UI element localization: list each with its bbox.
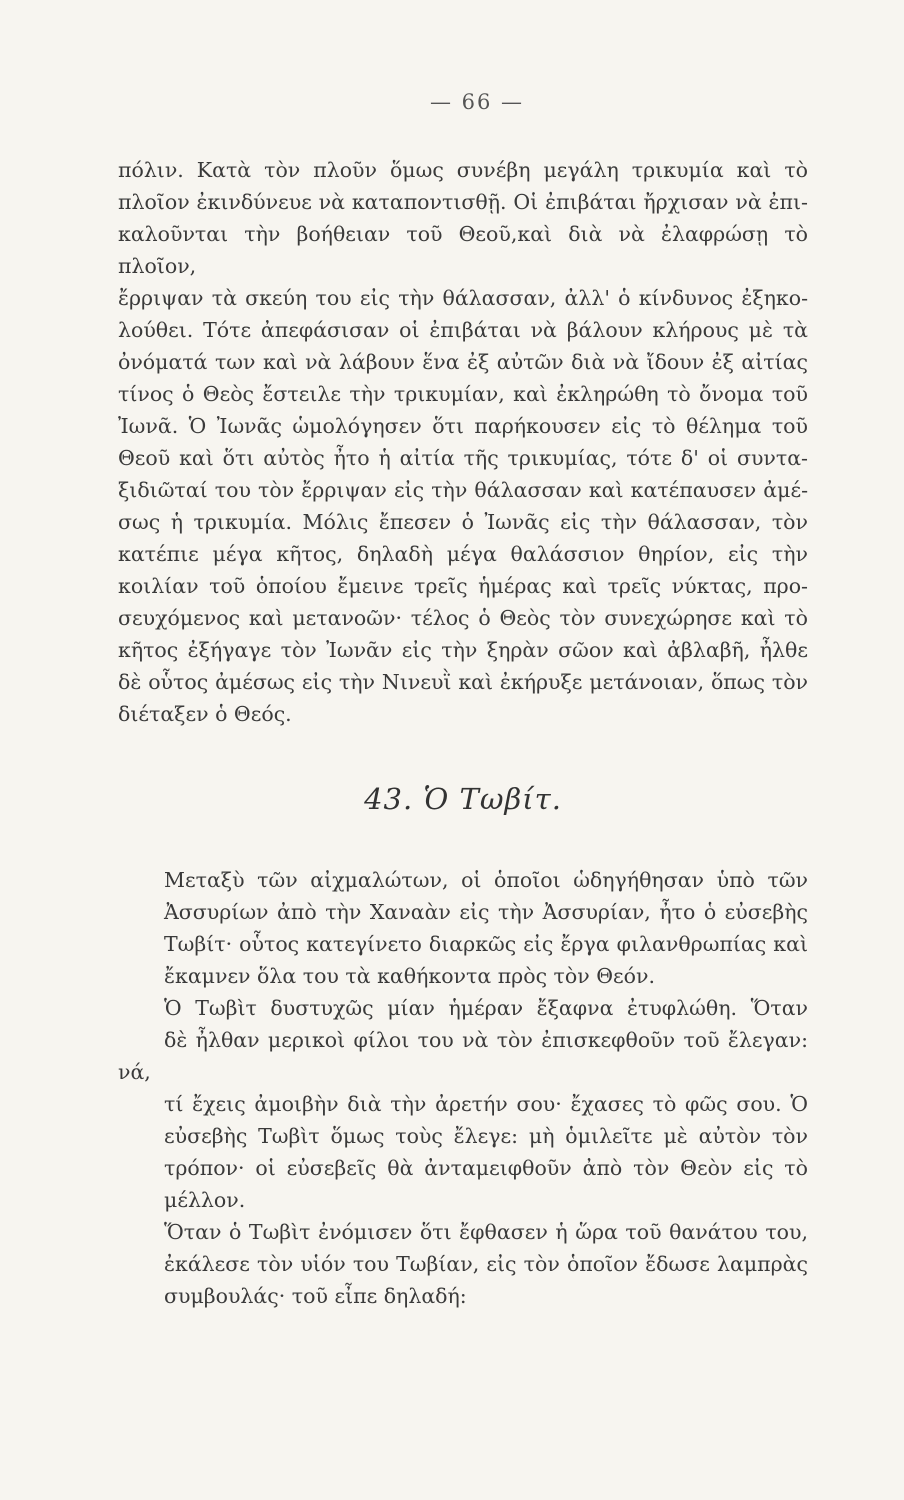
first-block-line: λούθει. Τότε ἀπεφάσισαν οἱ ἐπιβάται νὰ βάλουν κλήρους μὲ τὰ xyxy=(118,318,808,342)
first-block-line: σως ἡ τρικυμία. Μόλις ἔπεσεν ὁ Ἰωνᾶς εἰς τὴν θάλασσαν, τὸν xyxy=(118,510,808,534)
first-block xyxy=(118,154,808,730)
paragraph-1 xyxy=(118,864,808,992)
paragraph-line: Ὁ Τωβὶτ δυστυχῶς μίαν ἡμέραν ἔξαφνα ἐτυφλώθη. Ὅταν xyxy=(164,996,808,1020)
paragraph-line: μέλλον. xyxy=(164,1188,246,1212)
first-block-line: τίνος ὁ Θεὸς ἔστειλε τὴν τρικυμίαν, καὶ ἐκληρώθη τὸ ὄνομα τοῦ xyxy=(118,382,808,406)
first-block-line: κῆτος ἐξήγαγε τὸν Ἰωνᾶν εἰς τὴν ξηρὰν σῶον καὶ ἀβλαβῆ, ἦλθε xyxy=(118,638,808,662)
paragraph-line: Τωβίτ· οὗτος κατεγίνετο διαρκῶς εἰς ἔργα φιλανθρωπίας καὶ xyxy=(164,932,808,956)
first-block-line: Ἰωνᾶ. Ὁ Ἰωνᾶς ὡμολόγησεν ὅτι παρήκουσεν εἰς τὸ θέλημα τοῦ xyxy=(118,414,808,438)
paragraph-line: Ἀσσυρίων ἀπὸ τὴν Χαναὰν εἰς τὴν Ἀσσυρίαν, ἦτο ὁ εὐσεβὴς xyxy=(164,900,808,924)
page-number: — 66 — xyxy=(429,90,525,114)
first-block-line: σευχόμενος καὶ μετανοῶν· τέλος ὁ Θεὸς τὸν συνεχώρησε καὶ τὸ xyxy=(118,606,808,630)
paragraph-line: συμβουλάς· τοῦ εἶπε δηλαδή: xyxy=(164,1284,467,1308)
first-block-line: καλοῦνται τὴν βοήθειαν τοῦ Θεοῦ,καὶ διὰ νὰ ἐλαφρώσῃ τὸ πλοῖον, xyxy=(118,222,808,278)
first-block-line: Θεοῦ καὶ ὅτι αὐτὸς ἦτο ἡ αἰτία τῆς τρικυμίας, τότε δ' οἱ συντα- xyxy=(118,446,808,470)
paragraph-line: δὲ ἦλθαν μερικοὶ φίλοι του νὰ τὸν ἐπισκεφθοῦν τοῦ ἔλεγαν: νά, xyxy=(118,1028,808,1084)
paragraph-line: ἐκάλεσε τὸν υἱόν του Τωβίαν, εἰς τὸν ὁποῖον ἔδωσε λαμπρὰς xyxy=(164,1252,808,1276)
first-block-line: κοιλίαν τοῦ ὁποίου ἔμεινε τρεῖς ἡμέρας καὶ τρεῖς νύκτας, προ- xyxy=(118,574,808,598)
first-block-line: πλοῖον ἐκινδύνευε νὰ καταποντισθῇ. Οἱ ἐπιβάται ἤρχισαν νὰ ἐπι- xyxy=(118,190,808,214)
first-block-line: δὲ οὗτος ἀμέσως εἰς τὴν Νινευῒ καὶ ἐκήρυξε μετάνοιαν, ὅπως τὸν xyxy=(118,670,808,694)
paragraph-line: εὐσεβὴς Τωβὶτ ὅμως τοὺς ἔλεγε: μὴ ὁμιλεῖτε μὲ αὐτὸν τὸν xyxy=(164,1124,808,1148)
first-block-line: πόλιν. Κατὰ τὸν πλοῦν ὅμως συνέβη μεγάλη τρικυμία καὶ τὸ xyxy=(118,158,808,182)
first-block-line: διέταξεν ὁ Θεός. xyxy=(118,702,292,726)
first-block-line: κατέπιε μέγα κῆτος, δηλαδὴ μέγα θαλάσσιον θηρίον, εἰς τὴν xyxy=(118,542,808,566)
first-block-line: ἔρριψαν τὰ σκεύη του εἰς τὴν θάλασσαν, ἀλλ' ὁ κίνδυνος ἐξηκο- xyxy=(118,286,808,310)
paragraph-2 xyxy=(118,992,808,1216)
paragraph-line: τί ἔχεις ἀμοιβὴν διὰ τὴν ἀρετήν σου· ἔχασες τὸ φῶς σου. Ὁ xyxy=(164,1092,808,1116)
first-block-line: ὀνόματά των καὶ νὰ λάβουν ἕνα ἐξ αὐτῶν διὰ νὰ ἴδουν ἐξ αἰτίας xyxy=(118,350,808,374)
paragraph-line: ἔκαμνεν ὅλα του τὰ καθήκοντα πρὸς τὸν Θεόν. xyxy=(164,964,655,988)
first-block-line: ξιδιῶταί του τὸν ἔρριψαν εἰς τὴν θάλασσαν καὶ κατέπαυσεν ἀμέ- xyxy=(118,478,808,502)
paragraph-line: τρόπον· οἱ εὐσεβεῖς θὰ ἀνταμειφθοῦν ἀπὸ τὸν Θεὸν εἰς τὸ xyxy=(164,1156,808,1180)
paragraph-line: Μεταξὺ τῶν αἰχμαλώτων, οἱ ὁποῖοι ὡδηγήθησαν ὑπὸ τῶν xyxy=(164,868,808,892)
paragraph-line: Ὅταν ὁ Τωβὶτ ἐνόμισεν ὅτι ἔφθασεν ἡ ὥρα τοῦ θανάτου του, xyxy=(164,1220,808,1244)
paragraph-3 xyxy=(118,1216,808,1312)
chapter-heading: 43. Ὁ Τωβίτ. xyxy=(364,782,562,816)
